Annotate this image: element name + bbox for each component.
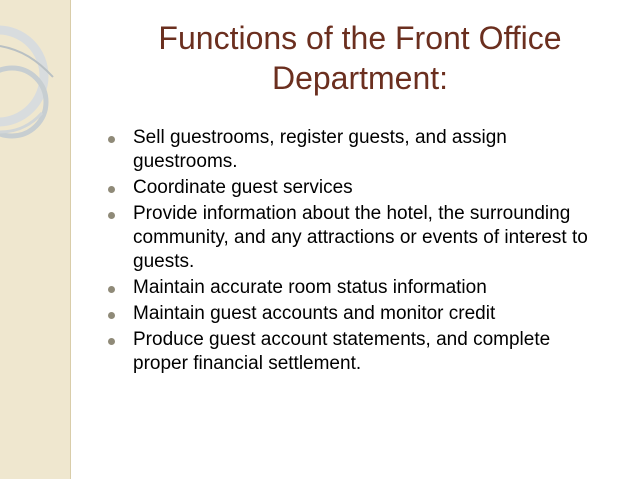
list-item-text: Provide information about the hotel, the surrounding community, and any attractions or events of interest to guests. — [133, 203, 588, 272]
left-decorative-band — [0, 0, 71, 479]
list-item — [104, 126, 609, 174]
list-item-text: Sell guestrooms, register guests, and assign guestrooms. — [133, 127, 507, 172]
list-item-text: Maintain guest accounts and monitor credit — [133, 303, 496, 324]
list-item-text: Coordinate guest services — [133, 177, 353, 198]
function-list — [104, 126, 609, 378]
list-item-text: Maintain accurate room status information — [133, 277, 487, 298]
bullet-dot-icon — [108, 136, 115, 143]
list-item — [104, 328, 609, 376]
list-item — [104, 176, 609, 200]
list-item — [104, 202, 609, 274]
list-item — [104, 302, 609, 326]
list-item — [104, 276, 609, 300]
bullet-dot-icon — [108, 312, 115, 319]
bullet-dot-icon — [108, 286, 115, 293]
bullet-dot-icon — [108, 186, 115, 193]
decorative-rings-icon — [0, 0, 70, 479]
title-line-1: Functions of the Front Office — [158, 20, 562, 56]
bullet-dot-icon — [108, 338, 115, 345]
list-item-text: Produce guest account statements, and complete proper financial settlement. — [133, 329, 551, 374]
slide-title — [110, 18, 610, 98]
bullet-dot-icon — [108, 212, 115, 219]
title-line-2: Department: — [271, 60, 449, 96]
